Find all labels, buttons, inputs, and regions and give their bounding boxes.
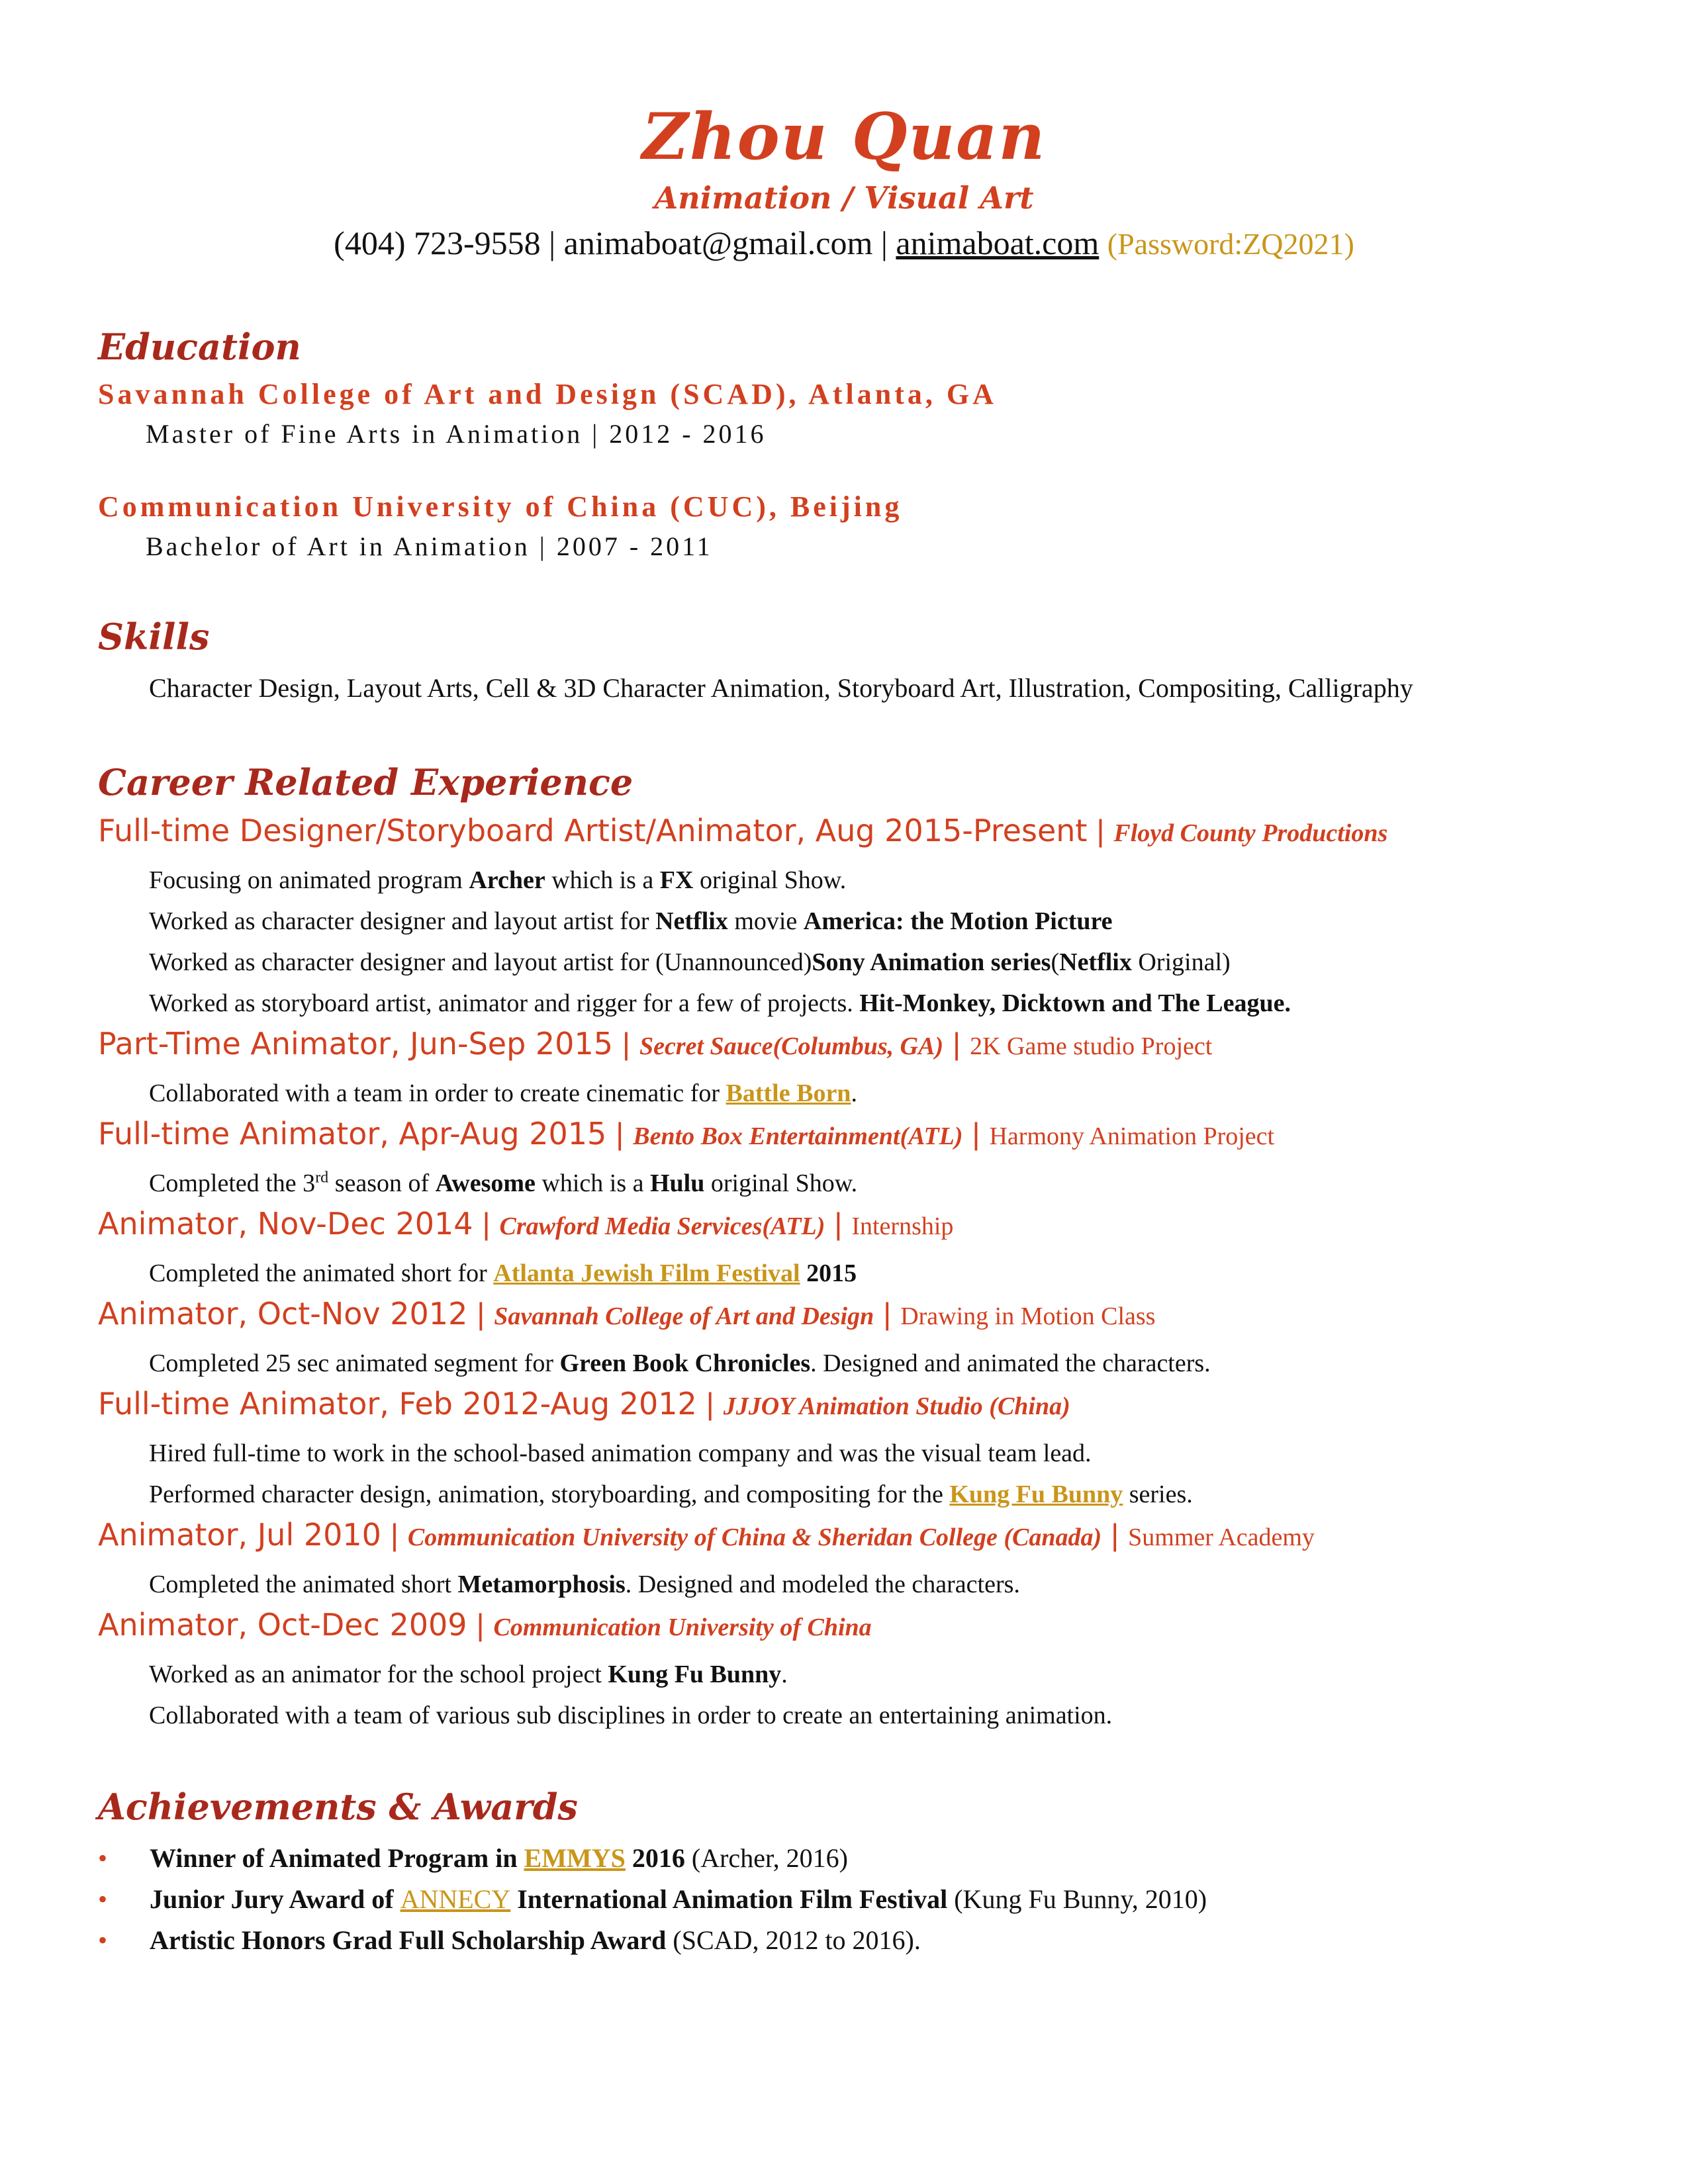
job-role: Part-Time Animator, Jun-Sep 2015 [98, 1026, 613, 1062]
text-span: . [781, 1661, 788, 1688]
job-title [98, 813, 1387, 848]
bold-span: 2015 [800, 1259, 857, 1287]
resume-name: Zhou Quan [641, 99, 1047, 174]
job-detail-line [149, 1259, 857, 1288]
degree: Master of Fine Arts in Animation | 2012 - 2016 [146, 419, 767, 449]
text-span: which is a [535, 1169, 650, 1197]
text-span: Collaborated with a team in order to create cinematic for [149, 1079, 726, 1107]
text-span: Worked as character designer and layout artist for (Unannounced) [149, 948, 812, 976]
superscript: rd [315, 1169, 329, 1187]
text-span: Worked as storyboard artist, animator and rigger for a few of projects. [149, 989, 860, 1017]
job-note: 2K Game studio Project [970, 1032, 1213, 1060]
job-role: Animator, Oct-Dec 2009 [98, 1607, 467, 1643]
text-span: Completed 25 sec animated segment for [149, 1349, 560, 1377]
text-span: (Archer, 2016) [684, 1843, 848, 1873]
job-title [98, 1026, 1212, 1062]
job-title [98, 1206, 953, 1242]
job-role: Full-time Animator, Apr-Aug 2015 [98, 1116, 607, 1152]
job-detail-line [149, 1570, 1020, 1599]
job-role: Animator, Oct-Nov 2012 [98, 1296, 468, 1332]
bold-span: International Animation Film Festival [510, 1884, 948, 1914]
school-name: Communication University of China (CUC), Beijing [98, 490, 903, 523]
text-span: Worked as an animator for the school project [149, 1661, 608, 1688]
job-detail-line [149, 948, 1231, 977]
job-company: Crawford Media Services(ATL) [499, 1212, 825, 1240]
job-company: Communication University of China [493, 1614, 872, 1641]
job-separator: | [706, 1387, 714, 1421]
text-span: ( [1051, 948, 1060, 976]
festival-link[interactable]: Atlanta Jewish Film Festival [493, 1259, 800, 1287]
text-span: series. [1123, 1480, 1193, 1508]
text-span: Completed the animated short [149, 1570, 458, 1598]
bullet-icon: • [98, 1843, 108, 1873]
job-company: Savannah College of Art and Design [494, 1302, 874, 1330]
job-separator: | [834, 1206, 843, 1241]
job-company: Bento Box Entertainment(ATL) [633, 1122, 963, 1150]
job-company: Floyd County Productions [1113, 819, 1388, 847]
job-separator: | [477, 1297, 485, 1331]
bold-span: Netflix [655, 907, 728, 935]
kung-fu-bunny-link[interactable]: Kung Fu Bunny [949, 1480, 1123, 1508]
bold-span: Kung Fu Bunny [608, 1661, 782, 1688]
bold-span: Archer [469, 866, 545, 894]
text-span: Performed character design, animation, storyboarding, and compositing for the [149, 1480, 950, 1508]
bullet-icon: • [98, 1925, 108, 1955]
text-span: Collaborated with a team of various sub disciplines in order to create an entertaining animation. [149, 1702, 1113, 1729]
job-detail-line [149, 1079, 857, 1108]
bold-span: Sony Animation series [812, 948, 1051, 976]
text-span: Hired full-time to work in the school-based animation company and was the visual team lead. [149, 1439, 1092, 1467]
job-role: Animator, Jul 2010 [98, 1517, 381, 1553]
job-note: Harmony Animation Project [989, 1122, 1275, 1150]
annecy-link[interactable]: ANNECY [400, 1884, 511, 1914]
job-company: JJJOY Animation Studio (China) [723, 1392, 1070, 1420]
job-title [98, 1116, 1274, 1152]
bold-span: Junior Jury Award of [150, 1884, 400, 1914]
bold-span: Artistic Honors Grad Full Scholarship Award [150, 1925, 667, 1955]
text-span: Original) [1131, 948, 1231, 976]
job-separator: | [390, 1518, 399, 1552]
job-separator: | [972, 1116, 980, 1151]
bold-span: FX [659, 866, 694, 894]
job-detail-line [149, 1169, 857, 1198]
phone-number: (404) 723-9558 [334, 224, 541, 261]
achievements-heading: Achievements & Awards [98, 1786, 578, 1828]
text-span: Worked as character designer and layout artist for [149, 907, 656, 935]
text-span: . Designed and modeled the characters. [625, 1570, 1020, 1598]
degree: Bachelor of Art in Animation | 2007 - 2011 [146, 531, 713, 561]
job-detail-line [149, 1480, 1193, 1509]
contact-separator: | [880, 224, 888, 261]
job-detail-line [149, 1660, 788, 1689]
achievement-item [98, 1925, 921, 1956]
text-span: movie [727, 907, 804, 935]
job-separator: | [476, 1608, 485, 1642]
job-note: Drawing in Motion Class [900, 1302, 1156, 1330]
emmys-link[interactable]: EMMYS [524, 1843, 626, 1873]
job-company: Secret Sauce(Columbus, GA) [639, 1032, 944, 1060]
job-separator: | [1111, 1518, 1119, 1552]
job-role: Full-time Animator, Feb 2012-Aug 2012 [98, 1386, 697, 1422]
battle-born-link[interactable]: Battle Born [726, 1079, 851, 1107]
contact-line [0, 224, 1688, 262]
bold-span: Metamorphosis [457, 1570, 626, 1598]
job-title [98, 1386, 1070, 1422]
job-separator: | [1096, 813, 1105, 848]
job-separator: | [953, 1026, 961, 1061]
bold-span: Hulu [649, 1169, 705, 1197]
job-detail-line [149, 866, 846, 895]
bullet-icon: • [98, 1884, 108, 1914]
text-span: Focusing on animated program [149, 866, 469, 894]
bold-span: Hit-Monkey, Dicktown and The League. [859, 989, 1291, 1017]
resume-subtitle: Animation / Visual Art [654, 180, 1034, 216]
bold-span: Winner of Animated Program in [150, 1843, 524, 1873]
job-separator: | [482, 1206, 491, 1241]
bold-span: 2016 [625, 1843, 685, 1873]
job-role: Animator, Nov-Dec 2014 [98, 1206, 473, 1242]
bold-span: America: the Motion Picture [803, 907, 1113, 935]
job-separator: | [622, 1026, 630, 1061]
job-title [98, 1607, 872, 1643]
experience-heading: Career Related Experience [98, 761, 633, 803]
contact-separator: | [549, 224, 556, 261]
job-detail-line [149, 907, 1113, 936]
job-detail-line [149, 1439, 1092, 1468]
text-span: . [851, 1079, 857, 1107]
text-span: (SCAD, 2012 to 2016). [666, 1925, 921, 1955]
text-span: season of [328, 1169, 436, 1197]
job-title [98, 1517, 1315, 1553]
text-span: original Show. [693, 866, 847, 894]
achievement-item [98, 1884, 1207, 1915]
job-role: Full-time Designer/Storyboard Artist/Animator, Aug 2015-Present [98, 813, 1088, 848]
website-password: (Password:ZQ2021) [1107, 227, 1354, 261]
bold-span: Netflix [1059, 948, 1132, 976]
bold-span: Awesome [435, 1169, 536, 1197]
school-name: Savannah College of Art and Design (SCAD), Atlanta, GA [98, 378, 997, 410]
job-note: Internship [851, 1212, 954, 1240]
text-span: original Show. [704, 1169, 858, 1197]
skills-heading: Skills [98, 615, 210, 658]
achievement-item [98, 1843, 848, 1874]
job-title [98, 1296, 1155, 1332]
education-heading: Education [98, 326, 301, 368]
text-span: which is a [545, 866, 660, 894]
job-detail-line [149, 1349, 1211, 1378]
skills-list: Character Design, Layout Arts, Cell & 3D Character Animation, Storyboard Art, Illustration, Compositing, Calligraphy [149, 673, 1413, 703]
job-note: Summer Academy [1128, 1524, 1315, 1551]
text-span: Completed the animated short for [149, 1259, 494, 1287]
job-detail-line [149, 989, 1291, 1018]
job-separator: | [616, 1116, 624, 1151]
text-span: . Designed and animated the characters. [810, 1349, 1211, 1377]
website-link[interactable]: animaboat.com [896, 224, 1100, 261]
job-company: Communication University of China & Sheridan College (Canada) [407, 1524, 1102, 1551]
bold-span: Green Book Chronicles [559, 1349, 811, 1377]
text-span: (Kung Fu Bunny, 2010) [947, 1884, 1207, 1914]
job-separator: | [883, 1297, 892, 1331]
job-detail-line [149, 1701, 1112, 1730]
text-span: Completed the 3 [149, 1169, 316, 1197]
email-address[interactable]: animaboat@gmail.com [563, 224, 873, 261]
